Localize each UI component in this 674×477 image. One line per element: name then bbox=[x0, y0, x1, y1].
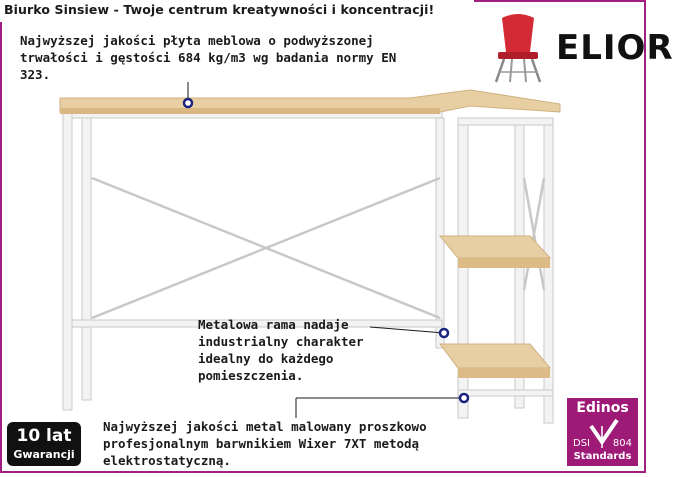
shelf bbox=[440, 236, 550, 378]
warranty-label: Gwarancji bbox=[13, 448, 75, 461]
callout-pointer-top bbox=[184, 82, 192, 107]
callout-pointer-bottom bbox=[296, 394, 468, 418]
edinos-standards-badge bbox=[567, 398, 638, 466]
edinos-dsi: DSI bbox=[573, 438, 590, 449]
callout-board-quality: Najwyższej jakości płyta meblowa o podwyższonej trwałości i gęstości 684 kg/m3 wg badania normy EN 323. bbox=[20, 33, 397, 82]
callout-metal-frame: Metalowa rama nadaje industrialny charakter idealny do każdego pomieszczenia. bbox=[198, 317, 364, 383]
warranty-badge bbox=[7, 422, 81, 466]
edinos-code: 804 bbox=[612, 438, 632, 449]
brand-name: ELIOR bbox=[556, 28, 674, 68]
edinos-standards: Standards bbox=[573, 451, 632, 462]
page-title: Biurko Sinsiew - Twoje centrum kreatywności i koncentracji! bbox=[0, 0, 474, 22]
edinos-title: Edinos bbox=[576, 400, 629, 416]
warranty-years: 10 lat bbox=[16, 426, 72, 446]
callout-powder-coating: Najwyższej jakości metal malowany proszkowo profesjonalnym barwnikiem Wixer 7XT metodą elektrostatyczną. bbox=[103, 419, 427, 468]
desktop-top bbox=[60, 90, 560, 114]
